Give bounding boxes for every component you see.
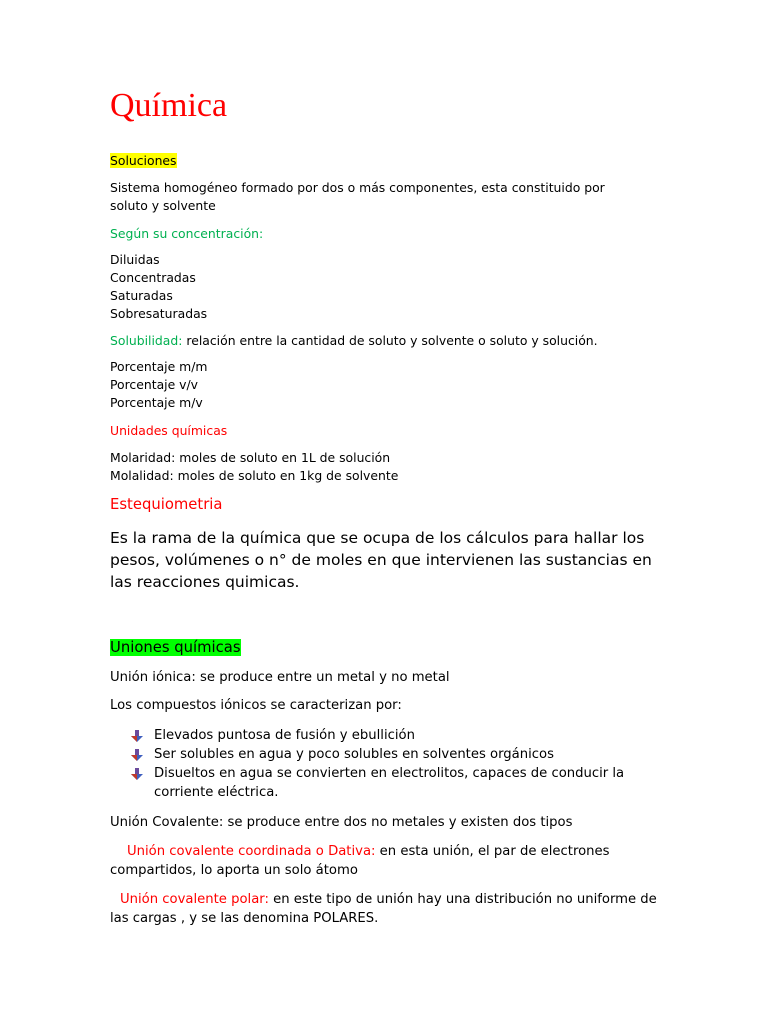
uniones-heading: Uniones químicas <box>110 639 241 656</box>
polar-text: en este tipo de unión hay una distribución no uniforme de las cargas , y se las denomina POLARES. <box>110 892 657 926</box>
bullet-text: Disueltos en agua se convierten en electrolitos, capaces de conducir la corriente eléctrica. <box>154 766 625 800</box>
polar-label: Unión covalente polar: <box>120 892 269 907</box>
list-item <box>130 745 670 764</box>
arrow-down-bullet-icon <box>130 729 144 743</box>
units-item: Molaridad: moles de soluto en 1L de solución <box>110 450 391 465</box>
bullet-text: Elevados puntosa de fusión y ebullición <box>154 728 415 743</box>
soluciones-heading: Soluciones <box>110 153 177 168</box>
arrow-down-bullet-icon <box>130 748 144 762</box>
units-list <box>110 449 660 485</box>
bullet-text: Ser solubles en agua y poco solubles en solventes orgánicos <box>154 747 554 762</box>
percentage-list <box>110 358 660 412</box>
dative-label: Unión covalente coordinada o Dativa: <box>127 844 376 859</box>
units-item: Molalidad: moles de soluto en 1kg de solvente <box>110 468 399 483</box>
units-label: Unidades químicas <box>110 423 228 438</box>
page-title: Química <box>110 87 228 124</box>
concentration-type: Saturadas <box>110 288 173 303</box>
polar-row <box>110 890 658 928</box>
concentration-type: Diluidas <box>110 252 160 267</box>
soluciones-heading-row <box>110 152 660 170</box>
percentage-item: Porcentaje m/v <box>110 395 203 410</box>
estequiometria-definition: Es la rama de la química que se ocupa de los cálculos para hallar los pesos, volúmenes o n° de moles en que intervienen las sustancias en las reacciones quimicas. <box>110 529 652 591</box>
percentage-item: Porcentaje m/m <box>110 359 208 374</box>
covalent-definition: Unión Covalente: se produce entre dos no metales y existen dos tipos <box>110 815 573 830</box>
ionic-definition: Unión iónica: se produce entre un metal y no metal <box>110 670 450 685</box>
soluciones-definition: Sistema homogéneo formado por dos o más componentes, esta constituido por soluto y solvente <box>110 180 605 213</box>
dative-row <box>110 842 610 880</box>
arrow-down-bullet-icon <box>130 767 144 781</box>
percentage-item: Porcentaje v/v <box>110 377 199 392</box>
concentration-type: Sobresaturadas <box>110 306 208 321</box>
list-item <box>130 726 670 745</box>
concentration-type: Concentradas <box>110 270 196 285</box>
uniones-heading-row <box>110 637 660 658</box>
solubility-row <box>110 332 660 350</box>
concentration-label: Según su concentración: <box>110 226 264 241</box>
list-item <box>130 764 670 802</box>
solubility-text: relación entre la cantidad de soluto y solvente o soluto y solución. <box>182 333 598 348</box>
concentration-types <box>110 251 660 323</box>
solubility-label: Solubilidad: <box>110 333 183 348</box>
dative-text: en esta unión, el par de electrones compartidos, lo aporta un solo átomo <box>110 844 610 878</box>
estequiometria-heading: Estequiometria <box>110 496 223 513</box>
ionic-bullets <box>130 726 670 802</box>
ionic-intro: Los compuestos iónicos se caracterizan por: <box>110 698 402 713</box>
